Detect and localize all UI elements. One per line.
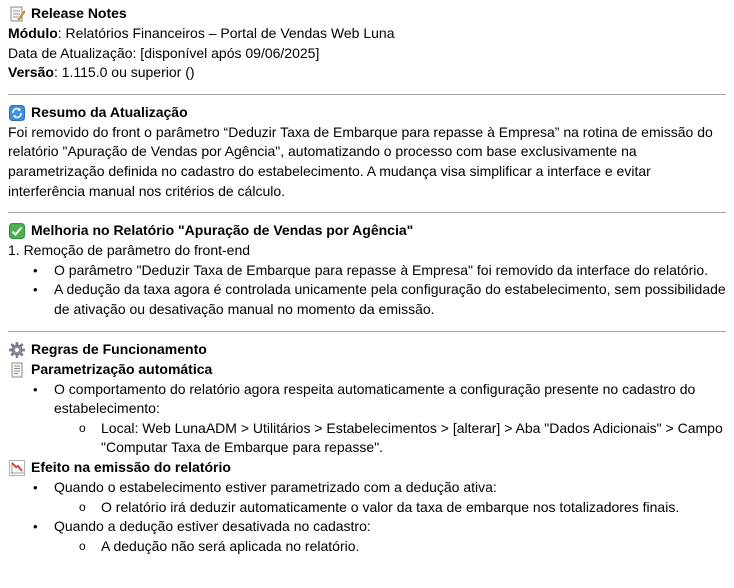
list-item: • A dedução da taxa agora é controlada unicamente pela configuração do estabelecimento, sem possibilidade de ativação ou desativação manual no momento da emissão. — [54, 280, 726, 319]
effect-sub-list — [54, 498, 726, 518]
refresh-icon — [8, 104, 25, 121]
effect-bullet-list — [8, 478, 726, 556]
release-notes-heading — [8, 4, 726, 24]
auto-sub-list — [54, 419, 726, 458]
improvement-title: Melhoria no Relatório "Apuração de Vendas por Agência" — [31, 222, 414, 239]
list-item: o O relatório irá deduzir automaticamente o valor da taxa de embarque nos totalizadores finais. — [101, 498, 726, 518]
module-line — [8, 24, 726, 44]
list-item — [54, 478, 726, 517]
list-item — [54, 517, 726, 556]
summary-heading — [8, 103, 726, 123]
effect-item-text: Quando a dedução estiver desativada no cadastro: — [54, 518, 371, 535]
effect-item-text: Quando o estabelecimento estiver parametrizado com a dedução ativa: — [54, 478, 497, 495]
effect-heading — [8, 458, 726, 478]
improvement-item-heading: 1. Remoção de parâmetro do front-end — [8, 242, 251, 259]
list-item: o A dedução não será aplicada no relatório. — [101, 537, 726, 557]
effect-title: Efeito na emissão do relatório — [31, 459, 231, 476]
chart-decreasing-icon — [8, 459, 25, 476]
version-value: : 1.115.0 ou superior () — [53, 64, 195, 81]
rules-title: Regras de Funcionamento — [31, 340, 207, 357]
list-item: • O parâmetro "Deduzir Taxa de Embarque para repasse à Empresa" foi removido da interface do relatório. — [54, 261, 726, 281]
page-icon — [8, 361, 25, 378]
divider — [8, 331, 726, 332]
divider — [8, 212, 726, 213]
auto-bullet-text: O comportamento do relatório agora respeita automaticamente a configuração presente no cadastro do estabelecimento: — [54, 380, 696, 417]
module-value: : Relatórios Financeiros – Portal de Vendas Web Luna — [57, 25, 395, 41]
memo-icon — [8, 6, 25, 23]
auto-parametrization-heading — [8, 360, 726, 380]
gear-icon — [8, 341, 25, 358]
list-item: o Local: Web LunaADM > Utilitários > Estabelecimentos > [alterar] > Aba "Dados Adicionais" > Campo "Computar Taxa de Embarque para repasse". — [101, 419, 726, 458]
summary-body: Foi removido do front o parâmetro “Deduzir Taxa de Embarque para repasse à Empresa” na rotina de emissão do relatório "Apuração de Vendas por Agência", automatizando o processo com base exclusivamente na parametrização definida no cadastro do estabelecimento. A mudança visa simplificar a interface e evitar interferência manual nos critérios de cálculo. — [8, 123, 713, 199]
version-line — [8, 63, 726, 83]
module-label: Módulo — [8, 25, 58, 41]
check-mark-icon — [8, 223, 25, 240]
divider — [8, 94, 726, 95]
update-date-line: Data de Atualização: [disponível após 09/06/2025] — [8, 44, 320, 61]
rules-heading — [8, 340, 726, 360]
release-notes-title: Release Notes — [31, 5, 127, 22]
version-label: Versão — [8, 64, 54, 81]
summary-title: Resumo da Atualização — [31, 103, 188, 120]
document — [8, 4, 726, 556]
list-item — [54, 380, 726, 458]
auto-bullet-list — [8, 380, 726, 458]
auto-parametrization-title: Parametrização automática — [31, 360, 213, 377]
improvement-heading — [8, 221, 726, 241]
improvement-bullet-list — [8, 261, 726, 320]
effect-sub-list — [54, 537, 726, 557]
